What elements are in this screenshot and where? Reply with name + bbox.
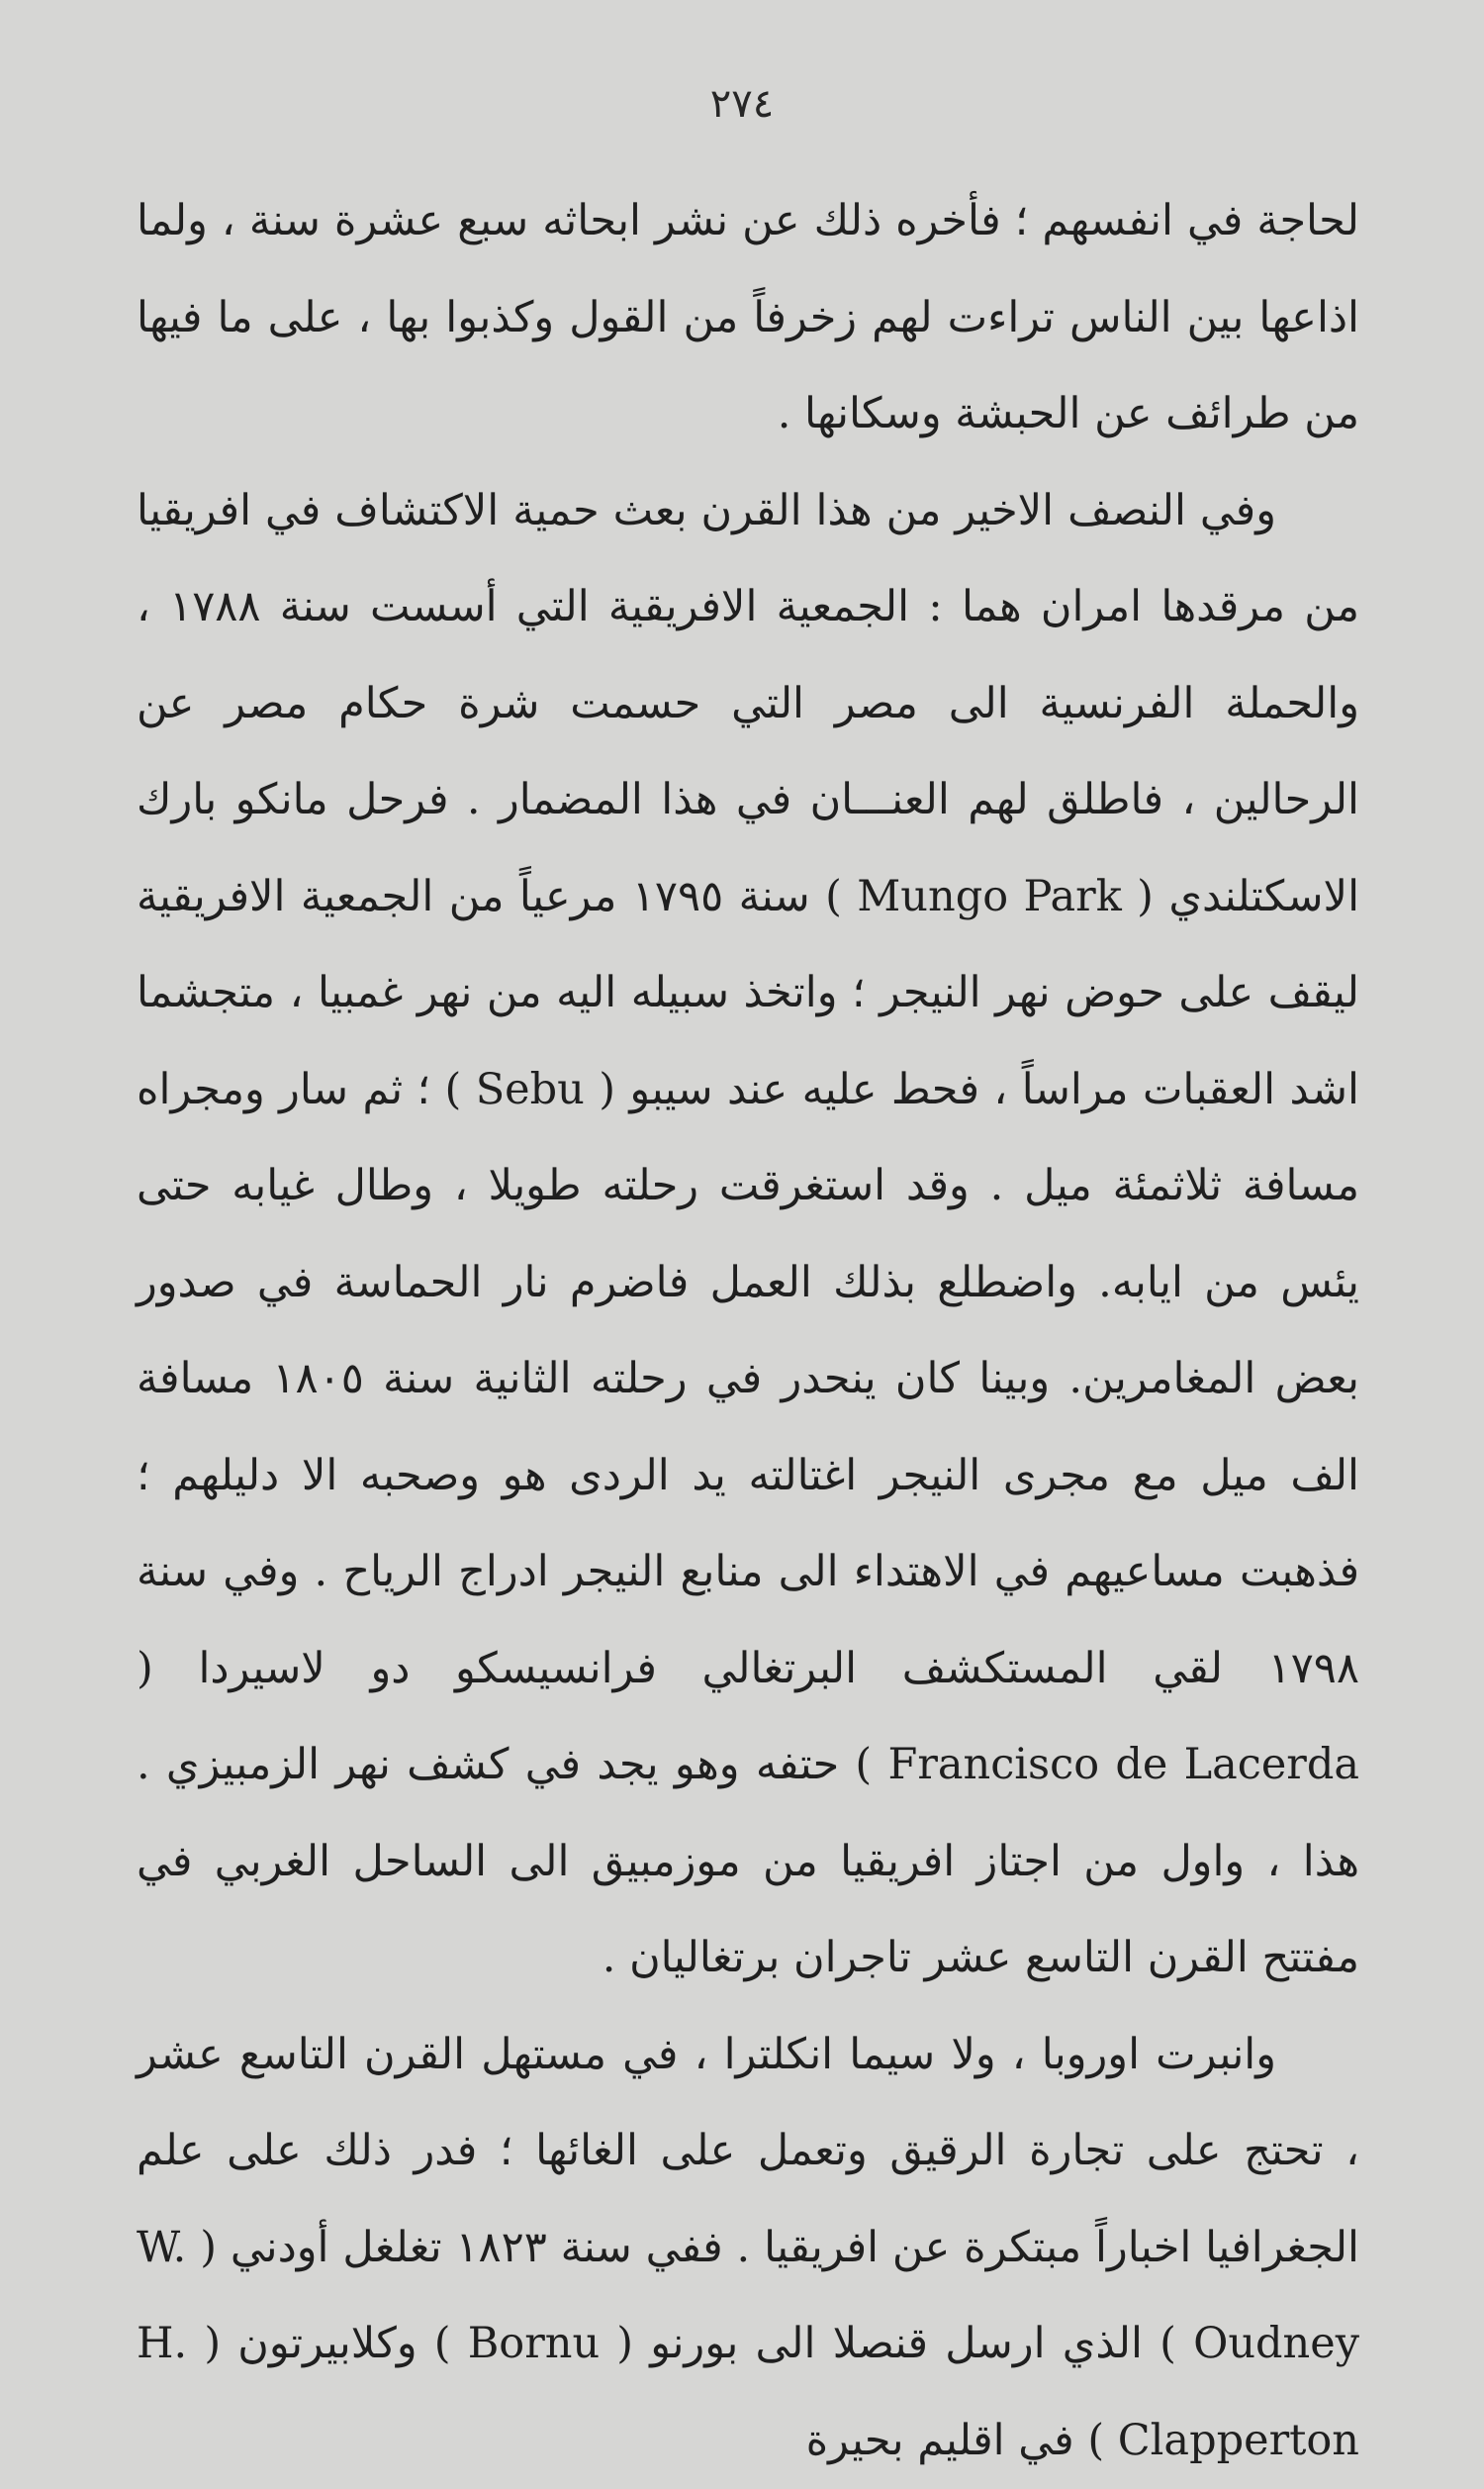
page-number: ٢٧٤ <box>0 81 1484 127</box>
paragraph-2: وفي النصف الاخير من هذا القرن بعث حمية الاكتشاف في افريقيا من مرقدها امران هما : الجمعية الافريقية التي أسست سنة ١٧٨٨ ، والحملة الفرنسية الى مصر التي حسمت شرة حكام مصر عن الرحالين ، فاطلق لهم العنـــان في هذا المضمار . فرحل مانكو بارك الاسكتلندي ( Mungo Park ) سنة ١٧٩٥ مرعياً من الجمعية الافريقية ليقف على حوض نهر النيجر ؛ واتخذ سبيله اليه من نهر غمبيا ، متجشما اشد العقبات مراساً ، فحط عليه عند سيبو ( Sebu ) ؛ ثم سار ومجراه مسافة ثلاثمئة ميل . وقد استغرقت رحلته طويلا ، وطال غيابه حتى يئس من ايابه. واضطلع بذلك العمل فاضرم نار الحماسة في صدور بعض المغامرين. وبينا كان ينحدر في رحلته الثانية سنة ١٨٠٥ مسافة الف ميل مع مجرى النيجر اغتالته يد الردى هو وصحبه الا دليلهم ؛ فذهبت مساعيهم في الاهتداء الى منابع النيجر ادراج الرياح . وفي سنة ١٧٩٨ لقي المستكشف البرتغالي فرانسيسكو دو لاسيردا ( Francisco de Lacerda ) حتفه وهو يجد في كشف نهر الزمبيزي . هذا ، واول من اجتاز افريقيا من موزمبيق الى الساحل الغربي في مفتتح القرن التاسع عشر تاجران برتغاليان . <box>137 463 1359 2007</box>
paragraph-1: لحاجة في انفسهم ؛ فأخره ذلك عن نشر ابحاثه سبع عشرة سنة ، ولما اذاعها بين الناس تراءت لهم زخرفاً من القول وكذبوا بها ، على ما فيها من طرائف عن الحبشة وسكانها . <box>137 173 1359 463</box>
paragraph-3: وانبرت اوروبا ، ولا سيما انكلترا ، في مستهل القرن التاسع عشر ، تحتج على تجارة الرقيق وتعمل على الغائها ؛ فدر ذلك على علم الجغرافيا اخباراً مبتكرة عن افريقيا . ففي سنة ١٨٢٣ تغلغل أودني ( W. Oudney ) الذي ارسل قنصلا الى بورنو ( Bornu ) وكلابيرتون ( H. Clapperton ) في اقليم بحيرة <box>137 2007 1359 2489</box>
body-text <box>137 173 1359 2489</box>
